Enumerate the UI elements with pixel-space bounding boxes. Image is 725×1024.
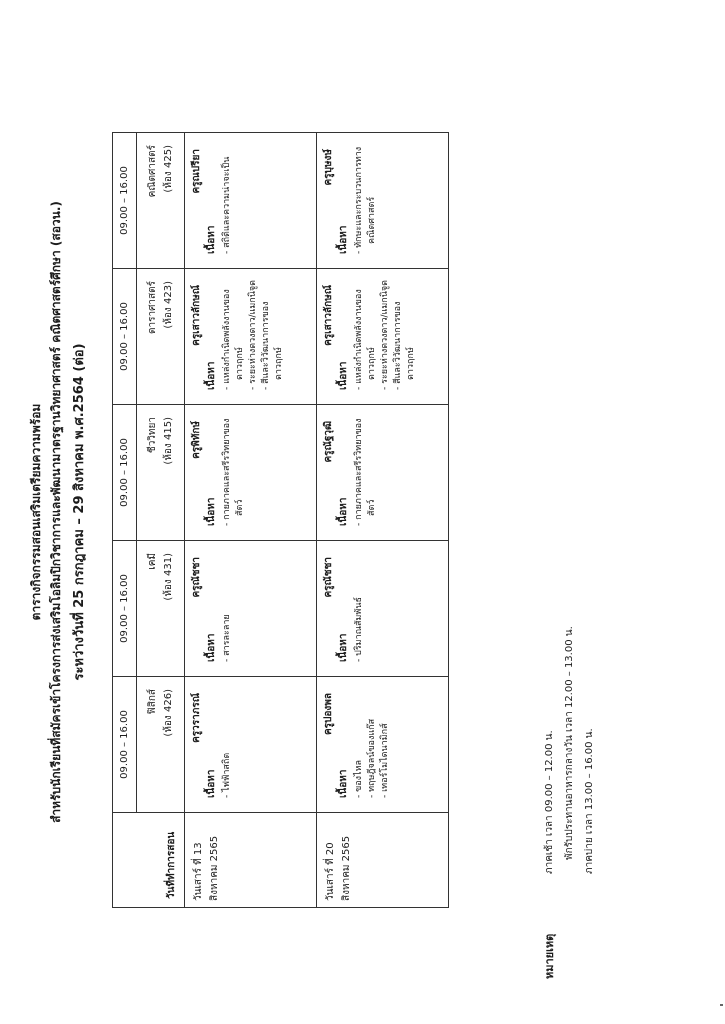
day-label: วันเสาร์ ที่ 13 [193,842,204,901]
subject-room: (ห้อง 431) [162,553,174,601]
subject-header-physics [137,677,185,813]
subject-name: ฟิสิกส์ [146,689,158,715]
lesson-cell [317,541,449,677]
list-item: - สารละลาย [221,547,234,662]
note-lunch: พักรับประทานอาหารกลางวัน เวลา 12.00 – 13.00 น. [564,626,575,860]
content-list [221,411,247,526]
time-slot: 09.00 – 16.00 [113,133,137,269]
subject-name: เคมี [146,553,158,570]
list-item: - สีและวิวัฒนาการของดาวฤกษ์ [392,275,418,390]
list-item: - แหล่งกำเนิดพลังงานของดาวฤกษ์ [221,275,247,390]
content-list [221,275,286,390]
content-label: เนื้อหา [206,633,217,662]
list-item: - ไฟฟ้าสถิต [221,683,234,798]
lesson-cell [185,133,317,269]
notes-label: หมายเหตุ [543,933,556,979]
lesson-cell [317,133,449,269]
list-item: - สีและวิวัฒนาการของดาวฤกษ์ [260,275,286,390]
teacher-name: ครูณปรียา [191,149,202,194]
content-list [353,547,366,662]
content-list [353,139,379,254]
list-item: - ของไหล [353,683,366,798]
content-label: เนื้อหา [338,497,349,526]
schedule-table [112,132,449,908]
date-label: สิงหาคม 2565 [209,835,220,901]
subject-room: (ห้อง 425) [162,145,174,193]
lesson-cell [185,405,317,541]
teacher-name: ครูเสาวลักษณ์ [323,285,334,346]
table-row [185,133,317,908]
list-item: - ทฤษฎีจลน์ของแก๊ส [366,683,379,798]
subject-name: คณิตศาสตร์ [146,145,158,198]
subject-room: (ห้อง 423) [162,281,174,329]
content-label: เนื้อหา [338,361,349,390]
time-slot: 09.00 – 16.00 [113,677,137,813]
lesson-cell [185,541,317,677]
subject-header-astronomy [137,269,185,405]
content-label: เนื้อหา [206,361,217,390]
content-list [353,411,379,526]
document-subtitle: สำหรับนักเรียนที่สมัครเข้าโครงการส่งเสริมโอลิมปิกวิชาการและพัฒนามาตรฐานวิทยาศาสตร์ คณิตศาสตร์ศึกษา (สอวน.) [49,201,63,823]
content-list [353,275,418,390]
list-item: - สถิติและความน่าจะเป็น [221,139,234,254]
content-label: เนื้อหา [206,497,217,526]
content-label: เนื้อหา [206,769,217,798]
content-label: เนื้อหา [338,769,349,798]
teacher-name: ครูเสาวลักษณ์ [191,285,202,346]
date-label: สิงหาคม 2565 [341,835,352,901]
note-morning: ภาคเช้า เวลา 09.00 – 12.00 น. [544,730,555,874]
lesson-cell [317,677,449,813]
lesson-cell [317,269,449,405]
lesson-cell [317,405,449,541]
time-slot: 09.00 – 16.00 [113,269,137,405]
scan-mark [720,1004,723,1006]
teacher-name: ครูบุษงษ์ [323,149,334,186]
time-slot: 09.00 – 16.00 [113,541,137,677]
content-label: เนื้อหา [206,225,217,254]
subject-room: (ห้อง 415) [162,417,174,465]
notes-block [540,626,600,874]
teacher-name: ครูวราภรณ์ [191,693,202,743]
day-cell [317,813,449,908]
subject-room: (ห้อง 426) [162,689,174,737]
subject-name: ดาราศาสตร์ [146,281,158,335]
day-column-header: วันที่ทำการสอน [113,813,185,908]
content-label: เนื้อหา [338,633,349,662]
subject-header-biology [137,405,185,541]
time-slot: 09.00 – 16.00 [113,405,137,541]
list-item: - เทอร์โมไดนามิกส์ [379,683,392,798]
teacher-name: ครูณัชชา [191,557,202,598]
day-label: วันเสาร์ ที่ 20 [325,842,336,901]
content-list [221,139,234,254]
content-list [353,683,392,798]
content-list [221,683,234,798]
list-item: - ระยะห่างดวงดาว/แมกนิจูด [379,275,392,390]
list-item: - กายภาคและสรีรวิทยาของสัตว์ [221,411,247,526]
subject-row [137,133,185,908]
teacher-name: ครูพิทักษ์ [191,421,202,459]
list-item: - กายภาคและสรีรวิทยาของสัตว์ [353,411,379,526]
list-item: - แหล่งกำเนิดพลังงานของดาวฤกษ์ [353,275,379,390]
teacher-name: ครูณัชชา [323,557,334,598]
list-item: - ทักษะและกระบวนการทางคณิตศาสตร์ [353,139,379,254]
document-title: ตารางกิจกรรมสอนเสริมเตรียมความพร้อม [29,403,43,621]
subject-name: ชีววิทยา [146,417,158,454]
note-afternoon: ภาคบ่าย เวลา 13.00 – 16.00 น. [584,728,595,874]
table-row [317,133,449,908]
subject-header-mathematics [137,133,185,269]
lesson-cell [185,677,317,813]
time-row [113,133,137,908]
teacher-name: ครูปองพล [323,693,334,736]
list-item: - ระยะห่างดวงดาว/แมกนิจูด [247,275,260,390]
content-list [221,547,234,662]
document-date-range: ระหว่างวันที่ 25 กรกฎาคม – 29 สิงหาคม พ.ศ.2564 (ต่อ) [72,343,87,681]
lesson-cell [185,269,317,405]
list-item: - ปริมาณสัมพันธ์ [353,547,366,662]
teacher-name: ครูณัฐวุฒิ [323,421,334,463]
day-cell [185,813,317,908]
content-label: เนื้อหา [338,225,349,254]
subject-header-chemistry [137,541,185,677]
